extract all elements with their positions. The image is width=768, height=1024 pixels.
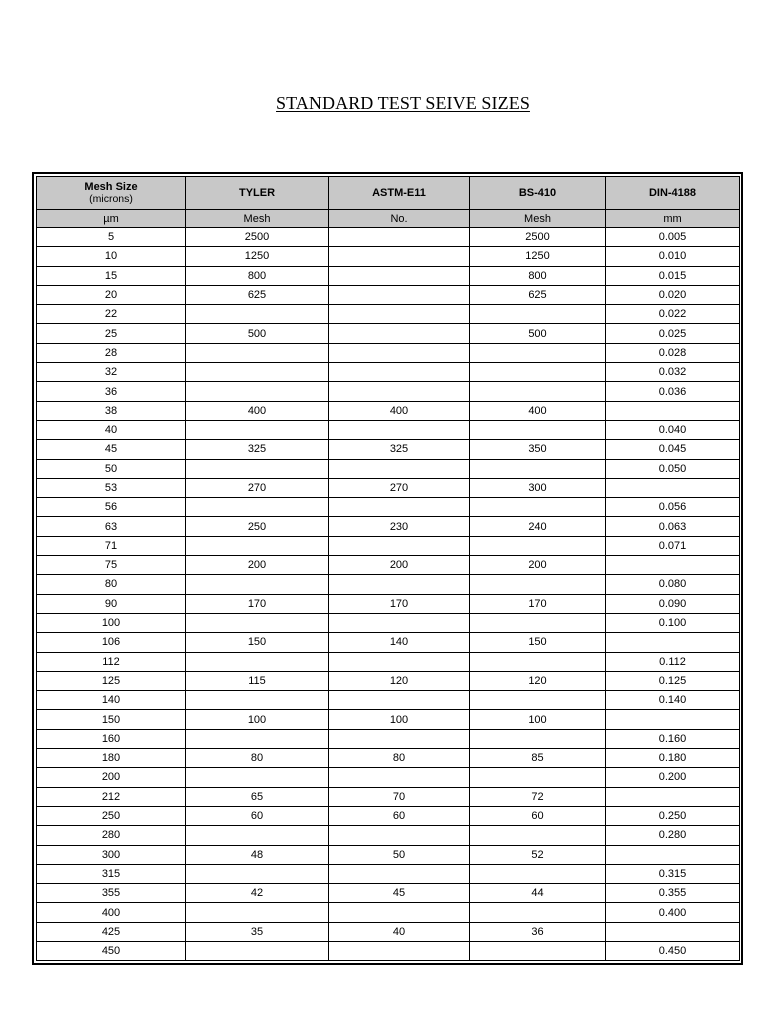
table-cell: 80 <box>329 749 470 768</box>
table-cell: 50 <box>329 845 470 864</box>
table-cell <box>470 941 606 960</box>
table-row <box>37 459 740 478</box>
sieve-table-frame <box>32 172 743 965</box>
table-cell <box>329 228 470 247</box>
table-cell: 70 <box>329 787 470 806</box>
table-cell <box>329 903 470 922</box>
table-cell: 400 <box>37 903 186 922</box>
column-header-mesh-size <box>37 177 186 210</box>
table-cell: 45 <box>329 884 470 903</box>
table-cell <box>186 459 329 478</box>
table-cell: 100 <box>470 710 606 729</box>
table-row <box>37 266 740 285</box>
table-cell <box>186 826 329 845</box>
table-row <box>37 749 740 768</box>
table-cell: 325 <box>329 440 470 459</box>
table-cell: 60 <box>186 806 329 825</box>
table-cell <box>329 382 470 401</box>
table-cell <box>186 729 329 748</box>
table-cell <box>186 691 329 710</box>
table-cell: 1250 <box>186 247 329 266</box>
table-row <box>37 787 740 806</box>
table-cell: 0.050 <box>606 459 740 478</box>
table-cell: 0.180 <box>606 749 740 768</box>
table-row <box>37 884 740 903</box>
table-cell: 2500 <box>186 228 329 247</box>
table-cell <box>470 420 606 439</box>
table-cell <box>329 324 470 343</box>
table-cell: 0.045 <box>606 440 740 459</box>
table-cell <box>329 305 470 324</box>
column-header-astm: ASTM-E11 <box>329 177 470 210</box>
table-row <box>37 652 740 671</box>
table-cell: 250 <box>186 517 329 536</box>
table-cell: 400 <box>329 401 470 420</box>
table-cell: 180 <box>37 749 186 768</box>
table-cell <box>470 382 606 401</box>
table-cell <box>186 343 329 362</box>
table-cell: 50 <box>37 459 186 478</box>
table-cell: 0.005 <box>606 228 740 247</box>
table-cell: 60 <box>329 806 470 825</box>
table-row <box>37 671 740 690</box>
table-cell <box>606 478 740 497</box>
table-cell <box>606 556 740 575</box>
table-cell: 120 <box>470 671 606 690</box>
table-row <box>37 498 740 517</box>
table-cell <box>329 768 470 787</box>
table-cell <box>186 613 329 632</box>
table-row <box>37 517 740 536</box>
table-cell: 106 <box>37 633 186 652</box>
table-cell: 0.140 <box>606 691 740 710</box>
table-cell <box>186 305 329 324</box>
table-row <box>37 575 740 594</box>
table-cell <box>470 459 606 478</box>
table-cell: 1250 <box>470 247 606 266</box>
column-header-tyler: TYLER <box>186 177 329 210</box>
table-cell: 125 <box>37 671 186 690</box>
table-cell: 0.125 <box>606 671 740 690</box>
table-cell: 48 <box>186 845 329 864</box>
table-cell: 40 <box>37 420 186 439</box>
column-header-sublabel: (microns) <box>89 193 133 205</box>
table-cell <box>470 903 606 922</box>
table-cell <box>470 768 606 787</box>
table-cell: 0.036 <box>606 382 740 401</box>
table-row <box>37 768 740 787</box>
table-row <box>37 420 740 439</box>
table-cell: 0.063 <box>606 517 740 536</box>
table-cell: 625 <box>186 285 329 304</box>
table-row <box>37 633 740 652</box>
table-cell: 150 <box>37 710 186 729</box>
table-row <box>37 864 740 883</box>
table-cell: 115 <box>186 671 329 690</box>
table-cell: 85 <box>470 749 606 768</box>
table-cell <box>329 420 470 439</box>
table-cell: 40 <box>329 922 470 941</box>
table-cell <box>329 864 470 883</box>
table-cell <box>329 729 470 748</box>
table-row <box>37 343 740 362</box>
table-cell: 44 <box>470 884 606 903</box>
table-cell: 35 <box>186 922 329 941</box>
table-cell: 315 <box>37 864 186 883</box>
table-cell: 75 <box>37 556 186 575</box>
table-cell: 200 <box>329 556 470 575</box>
table-cell <box>470 343 606 362</box>
table-cell: 300 <box>470 478 606 497</box>
unit-cell: Mesh <box>470 210 606 228</box>
table-cell <box>186 768 329 787</box>
table-row <box>37 594 740 613</box>
table-cell <box>329 941 470 960</box>
table-cell: 0.015 <box>606 266 740 285</box>
table-cell: 28 <box>37 343 186 362</box>
table-cell: 38 <box>37 401 186 420</box>
table-row <box>37 729 740 748</box>
table-cell: 22 <box>37 305 186 324</box>
table-row <box>37 826 740 845</box>
table-cell: 270 <box>329 478 470 497</box>
table-cell: 100 <box>37 613 186 632</box>
table-cell: 0.040 <box>606 420 740 439</box>
table-cell: 25 <box>37 324 186 343</box>
table-cell: 42 <box>186 884 329 903</box>
table-cell: 0.355 <box>606 884 740 903</box>
table-row <box>37 228 740 247</box>
table-row <box>37 903 740 922</box>
table-cell: 200 <box>470 556 606 575</box>
table-cell: 160 <box>37 729 186 748</box>
table-body <box>37 228 740 961</box>
table-cell: 52 <box>470 845 606 864</box>
column-header-bs: BS-410 <box>470 177 606 210</box>
table-cell <box>329 459 470 478</box>
table-cell: 72 <box>470 787 606 806</box>
table-cell <box>186 941 329 960</box>
table-cell <box>186 498 329 517</box>
table-row <box>37 305 740 324</box>
table-cell: 0.025 <box>606 324 740 343</box>
table-cell: 90 <box>37 594 186 613</box>
table-cell <box>329 363 470 382</box>
table-cell: 0.020 <box>606 285 740 304</box>
table-cell: 0.315 <box>606 864 740 883</box>
table-cell: 63 <box>37 517 186 536</box>
table-cell <box>329 285 470 304</box>
table-cell <box>470 826 606 845</box>
table-row <box>37 401 740 420</box>
table-row <box>37 382 740 401</box>
table-cell: 100 <box>186 710 329 729</box>
table-cell: 300 <box>37 845 186 864</box>
table-row <box>37 536 740 555</box>
table-cell <box>329 652 470 671</box>
table-cell <box>470 498 606 517</box>
table-cell <box>606 710 740 729</box>
unit-cell: Mesh <box>186 210 329 228</box>
table-cell: 15 <box>37 266 186 285</box>
table-cell: 140 <box>329 633 470 652</box>
column-header-din: DIN-4188 <box>606 177 740 210</box>
table-cell: 800 <box>186 266 329 285</box>
table-cell: 200 <box>37 768 186 787</box>
table-cell <box>329 691 470 710</box>
page-title: STANDARD TEST SEIVE SIZES <box>276 93 530 113</box>
table-cell: 0.090 <box>606 594 740 613</box>
table-cell <box>186 652 329 671</box>
table-cell: 2500 <box>470 228 606 247</box>
table-cell: 150 <box>186 633 329 652</box>
table-cell <box>186 864 329 883</box>
table-cell: 45 <box>37 440 186 459</box>
table-cell: 270 <box>186 478 329 497</box>
table-cell <box>186 420 329 439</box>
table-cell <box>329 343 470 362</box>
table-row <box>37 806 740 825</box>
table-cell: 120 <box>329 671 470 690</box>
table-cell: 80 <box>37 575 186 594</box>
table-cell: 280 <box>37 826 186 845</box>
table-row <box>37 613 740 632</box>
table-cell: 350 <box>470 440 606 459</box>
table-cell: 5 <box>37 228 186 247</box>
table-cell <box>470 613 606 632</box>
column-header-label: Mesh Size <box>84 181 138 193</box>
table-cell: 170 <box>470 594 606 613</box>
table-cell <box>329 498 470 517</box>
table-cell: 170 <box>186 594 329 613</box>
table-cell: 0.400 <box>606 903 740 922</box>
sieve-size-table <box>36 176 740 961</box>
table-cell <box>470 575 606 594</box>
table-cell: 450 <box>37 941 186 960</box>
table-cell: 425 <box>37 922 186 941</box>
table-cell <box>186 382 329 401</box>
table-cell: 36 <box>37 382 186 401</box>
table-cell: 36 <box>470 922 606 941</box>
table-cell <box>470 729 606 748</box>
table-cell: 0.071 <box>606 536 740 555</box>
table-cell: 230 <box>329 517 470 536</box>
table-cell: 625 <box>470 285 606 304</box>
table-cell: 112 <box>37 652 186 671</box>
table-cell <box>606 845 740 864</box>
table-cell: 65 <box>186 787 329 806</box>
table-cell <box>186 363 329 382</box>
table-row <box>37 941 740 960</box>
table-cell: 32 <box>37 363 186 382</box>
table-cell: 240 <box>470 517 606 536</box>
table-header-row <box>37 177 740 210</box>
table-cell <box>329 575 470 594</box>
table-cell: 355 <box>37 884 186 903</box>
table-row <box>37 691 740 710</box>
table-row <box>37 845 740 864</box>
table-row <box>37 478 740 497</box>
table-cell: 20 <box>37 285 186 304</box>
table-cell: 0.022 <box>606 305 740 324</box>
table-cell: 0.280 <box>606 826 740 845</box>
table-cell <box>329 826 470 845</box>
table-cell: 800 <box>470 266 606 285</box>
table-row <box>37 556 740 575</box>
table-cell <box>329 613 470 632</box>
table-cell: 53 <box>37 478 186 497</box>
table-cell: 400 <box>470 401 606 420</box>
table-cell <box>186 903 329 922</box>
table-row <box>37 285 740 304</box>
table-row <box>37 324 740 343</box>
table-cell: 0.100 <box>606 613 740 632</box>
table-cell <box>606 633 740 652</box>
unit-cell: mm <box>606 210 740 228</box>
table-cell: 325 <box>186 440 329 459</box>
table-cell <box>329 247 470 266</box>
table-cell: 140 <box>37 691 186 710</box>
table-cell: 100 <box>329 710 470 729</box>
table-units-row <box>37 210 740 228</box>
table-cell: 0.028 <box>606 343 740 362</box>
table-cell: 0.032 <box>606 363 740 382</box>
unit-cell: µm <box>37 210 186 228</box>
table-cell <box>186 575 329 594</box>
table-cell <box>470 864 606 883</box>
table-cell: 0.450 <box>606 941 740 960</box>
table-cell <box>470 363 606 382</box>
table-cell <box>606 922 740 941</box>
table-row <box>37 363 740 382</box>
table-cell: 0.080 <box>606 575 740 594</box>
table-cell: 170 <box>329 594 470 613</box>
table-cell: 71 <box>37 536 186 555</box>
table-cell: 0.010 <box>606 247 740 266</box>
table-cell: 10 <box>37 247 186 266</box>
table-cell <box>606 787 740 806</box>
table-cell <box>470 536 606 555</box>
table-cell: 0.160 <box>606 729 740 748</box>
table-cell: 56 <box>37 498 186 517</box>
unit-cell: No. <box>329 210 470 228</box>
table-cell: 0.200 <box>606 768 740 787</box>
table-cell: 60 <box>470 806 606 825</box>
table-cell: 0.112 <box>606 652 740 671</box>
table-cell <box>186 536 329 555</box>
table-row <box>37 710 740 729</box>
table-cell: 500 <box>470 324 606 343</box>
table-cell <box>606 401 740 420</box>
table-cell: 0.250 <box>606 806 740 825</box>
table-cell: 200 <box>186 556 329 575</box>
table-row <box>37 440 740 459</box>
table-cell <box>470 691 606 710</box>
table-cell <box>329 266 470 285</box>
table-cell <box>470 305 606 324</box>
table-cell <box>470 652 606 671</box>
table-cell: 400 <box>186 401 329 420</box>
table-cell: 212 <box>37 787 186 806</box>
table-cell <box>329 536 470 555</box>
table-row <box>37 922 740 941</box>
table-row <box>37 247 740 266</box>
table-cell: 0.056 <box>606 498 740 517</box>
table-cell: 150 <box>470 633 606 652</box>
table-cell: 80 <box>186 749 329 768</box>
table-cell: 250 <box>37 806 186 825</box>
table-cell: 500 <box>186 324 329 343</box>
